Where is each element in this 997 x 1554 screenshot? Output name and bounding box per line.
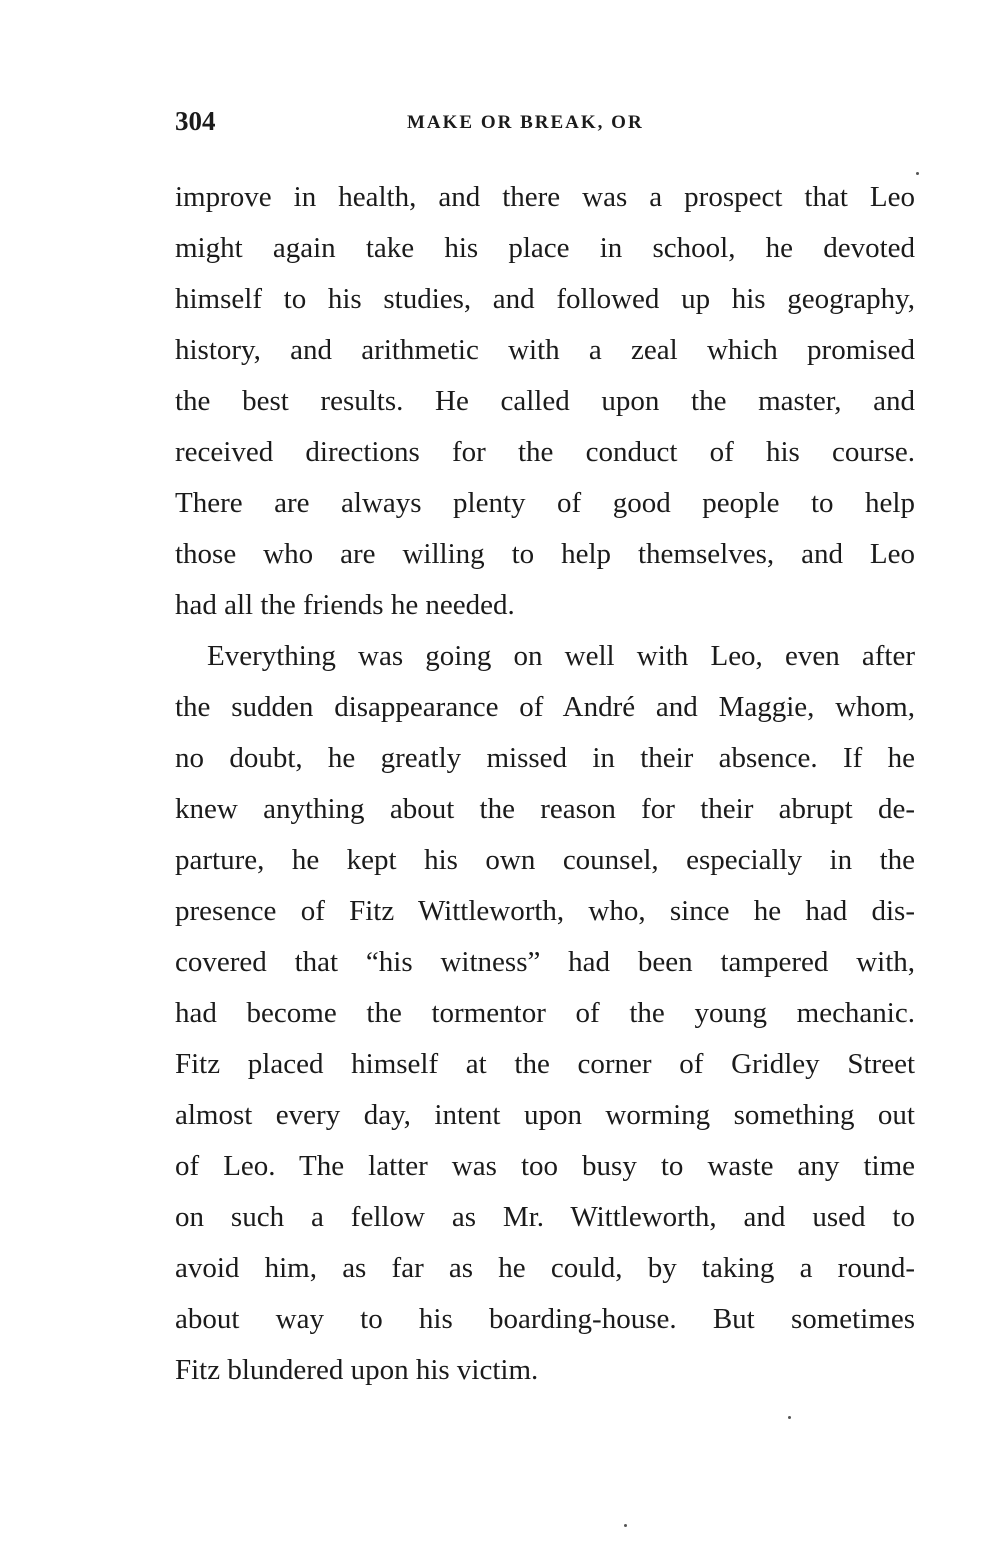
text-line: Fitz blundered upon his victim.	[175, 1354, 539, 1386]
paragraph	[175, 631, 915, 1396]
text-line: presence of Fitz Wittleworth, who, since he had dis-	[175, 895, 915, 927]
text-line: of Leo. The latter was too busy to waste any time	[175, 1150, 915, 1182]
text-line: almost every day, intent upon worming something out	[175, 1099, 915, 1131]
text-line: Fitz placed himself at the corner of Gridley Street	[175, 1048, 915, 1080]
text-line: received directions for the conduct of his course.	[175, 436, 915, 468]
text-line: covered that “his witness” had been tampered with,	[175, 946, 915, 978]
running-head: MAKE OR BREAK, OR	[407, 112, 644, 133]
text-line: history, and arithmetic with a zeal which promised	[175, 334, 915, 366]
text-line: the sudden disappearance of André and Maggie, whom,	[175, 691, 915, 723]
text-line: avoid him, as far as he could, by taking a round-	[175, 1252, 915, 1284]
text-line: parture, he kept his own counsel, especially in the	[175, 844, 915, 876]
text-line: knew anything about the reason for their abrupt de-	[175, 793, 915, 825]
body-text	[175, 172, 915, 1396]
print-speck	[916, 172, 919, 175]
paragraph	[175, 172, 915, 631]
text-line: no doubt, he greatly missed in their absence. If he	[175, 742, 915, 774]
page-header	[175, 106, 915, 146]
text-line: had become the tormentor of the young mechanic.	[175, 997, 915, 1029]
text-line: himself to his studies, and followed up his geography,	[175, 283, 915, 315]
page-number: 304	[175, 106, 216, 136]
text-line: on such a fellow as Mr. Wittleworth, and used to	[175, 1201, 915, 1233]
text-line: might again take his place in school, he devoted	[175, 232, 915, 264]
print-speck	[624, 1524, 627, 1527]
text-line: improve in health, and there was a prospect that Leo	[175, 181, 915, 213]
text-line: There are always plenty of good people to help	[175, 487, 915, 519]
text-line: those who are willing to help themselves, and Leo	[175, 538, 915, 570]
text-line: the best results. He called upon the master, and	[175, 385, 915, 417]
text-line: had all the friends he needed.	[175, 589, 515, 621]
print-speck	[788, 1416, 791, 1419]
text-line: Everything was going on well with Leo, even after	[207, 640, 915, 672]
text-line: about way to his boarding-house. But sometimes	[175, 1303, 915, 1335]
